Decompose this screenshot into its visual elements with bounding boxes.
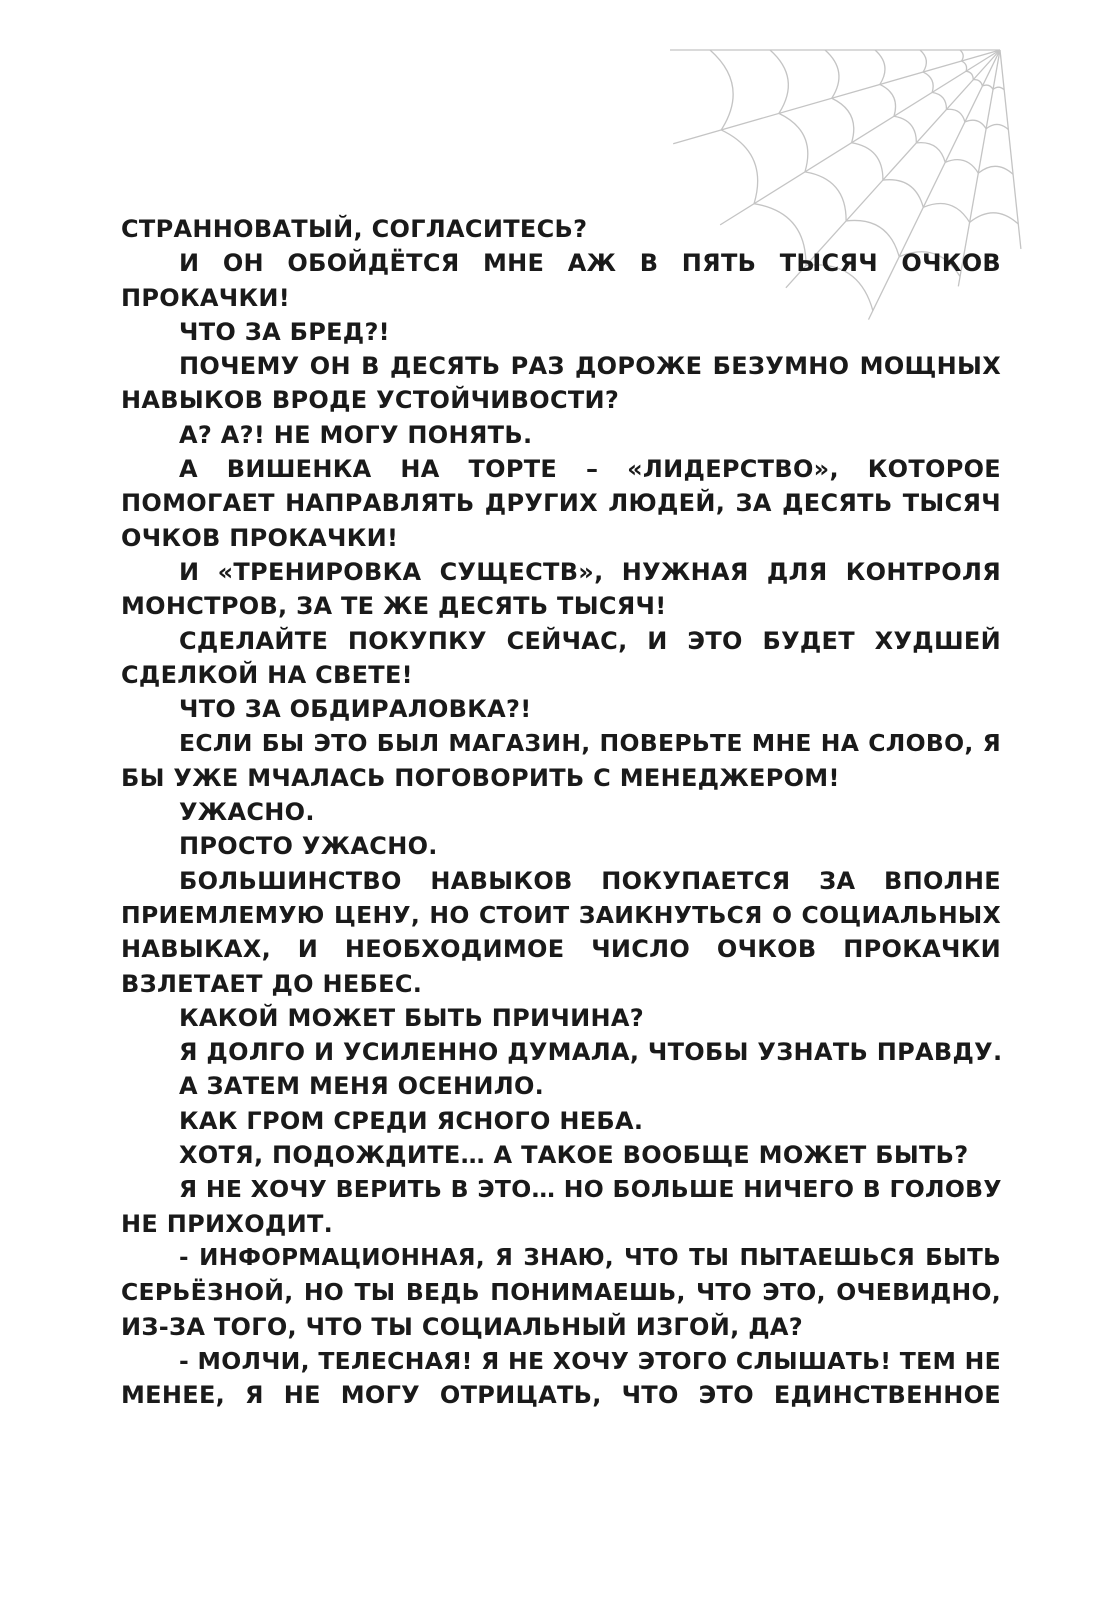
text-line: ВЗЛЕТАЕТ ДО НЕБЕС.	[121, 969, 423, 998]
text-line: СТРАННОВАТЫЙ, СОГЛАСИТЕСЬ?	[121, 215, 588, 243]
text-line: А ЗАТЕМ МЕНЯ ОСЕНИЛО.	[179, 1072, 545, 1101]
text-line: СДЕЛКОЙ НА СВЕТЕ!	[121, 660, 413, 689]
text-line: ХОТЯ, ПОДОЖДИТЕ… А ТАКОЕ ВООБЩЕ МОЖЕТ БЫТЬ?	[179, 1141, 969, 1170]
text-line: ПОМОГАЕТ НАПРАВЛЯТЬ ДРУГИХ ЛЮДЕЙ, ЗА ДЕСЯТЬ ТЫСЯЧ	[121, 489, 1001, 518]
text-line: КАК ГРОМ СРЕДИ ЯСНОГО НЕБА.	[179, 1106, 644, 1135]
text-line: А ВИШЕНКА НА ТОРТЕ – «ЛИДЕРСТВО», КОТОРОЕ	[179, 455, 1001, 484]
text-line: Я НЕ ХОЧУ ВЕРИТЬ В ЭТО… НО БОЛЬШЕ НИЧЕГО В ГОЛОВУ	[179, 1175, 1002, 1204]
text-line: ЧТО ЗА ОБДИРАЛОВКА?!	[179, 695, 532, 724]
text-line: - ИНФОРМАЦИОННАЯ, Я ЗНАЮ, ЧТО ТЫ ПЫТАЕШЬСЯ БЫТЬ	[179, 1244, 1001, 1271]
text-line: И ОН ОБОЙДЁТСЯ МНЕ АЖ В ПЯТЬ ТЫСЯЧ ОЧКОВ	[179, 249, 1001, 278]
text-line: УЖАСНО.	[179, 798, 315, 827]
text-line: НЕ ПРИХОДИТ.	[121, 1209, 334, 1238]
text-line: ЕСЛИ БЫ ЭТО БЫЛ МАГАЗИН, ПОВЕРЬТЕ МНЕ НА СЛОВО, Я	[179, 729, 1001, 758]
text-line: ЧТО ЗА БРЕД?!	[179, 317, 390, 346]
text-line: ПРОСТО УЖАСНО.	[179, 832, 438, 861]
text-line: ИЗ-ЗА ТОГО, ЧТО ТЫ СОЦИАЛЬНЫЙ ИЗГОЙ, ДА?	[121, 1312, 803, 1341]
text-line: ПРОКАЧКИ!	[121, 283, 291, 312]
text-line: МОНСТРОВ, ЗА ТЕ ЖЕ ДЕСЯТЬ ТЫСЯЧ!	[121, 592, 667, 621]
text-line: БОЛЬШИНСТВО НАВЫКОВ ПОКУПАЕТСЯ ЗА ВПОЛНЕ	[179, 866, 1001, 895]
text-line: ПРИЕМЛЕМУЮ ЦЕНУ, НО СТОИТ ЗАИКНУТЬСЯ О СОЦИАЛЬНЫХ	[121, 900, 1001, 929]
text-line: Я ДОЛГО И УСИЛЕННО ДУМАЛА, ЧТОБЫ УЗНАТЬ ПРАВДУ.	[179, 1038, 1003, 1067]
text-line: - МОЛЧИ, ТЕЛЕСНАЯ! Я НЕ ХОЧУ ЭТОГО СЛЫШАТЬ! ТЕМ НЕ	[179, 1346, 1001, 1375]
text-line: БЫ УЖЕ МЧАЛАСЬ ПОГОВОРИТЬ С МЕНЕДЖЕРОМ!	[121, 763, 840, 792]
text-line: МЕНЕЕ, Я НЕ МОГУ ОТРИЦАТЬ, ЧТО ЭТО ЕДИНСТВЕННОЕ	[121, 1381, 1001, 1410]
text-line: СДЕЛАЙТЕ ПОКУПКУ СЕЙЧАС, И ЭТО БУДЕТ ХУДШЕЙ	[179, 626, 1001, 655]
text-line: СЕРЬЁЗНОЙ, НО ТЫ ВЕДЬ ПОНИМАЕШЬ, ЧТО ЭТО, ОЧЕВИДНО,	[121, 1278, 1001, 1307]
text-line: НАВЫКОВ ВРОДЕ УСТОЙЧИВОСТИ?	[121, 386, 620, 415]
text-line: КАКОЙ МОЖЕТ БЫТЬ ПРИЧИНА?	[179, 1003, 644, 1032]
text-line: НАВЫКАХ, И НЕОБХОДИМОЕ ЧИСЛО ОЧКОВ ПРОКАЧКИ	[121, 935, 1001, 964]
page-text	[121, 212, 1001, 1412]
text-line: И «ТРЕНИРОВКА СУЩЕСТВ», НУЖНАЯ ДЛЯ КОНТРОЛЯ	[179, 557, 1001, 586]
text-line: А? А?! НЕ МОГУ ПОНЯТЬ.	[179, 420, 533, 449]
text-line: ПОЧЕМУ ОН В ДЕСЯТЬ РАЗ ДОРОЖЕ БЕЗУМНО МОЩНЫХ	[179, 352, 1001, 381]
text-line: ОЧКОВ ПРОКАЧКИ!	[121, 523, 399, 552]
